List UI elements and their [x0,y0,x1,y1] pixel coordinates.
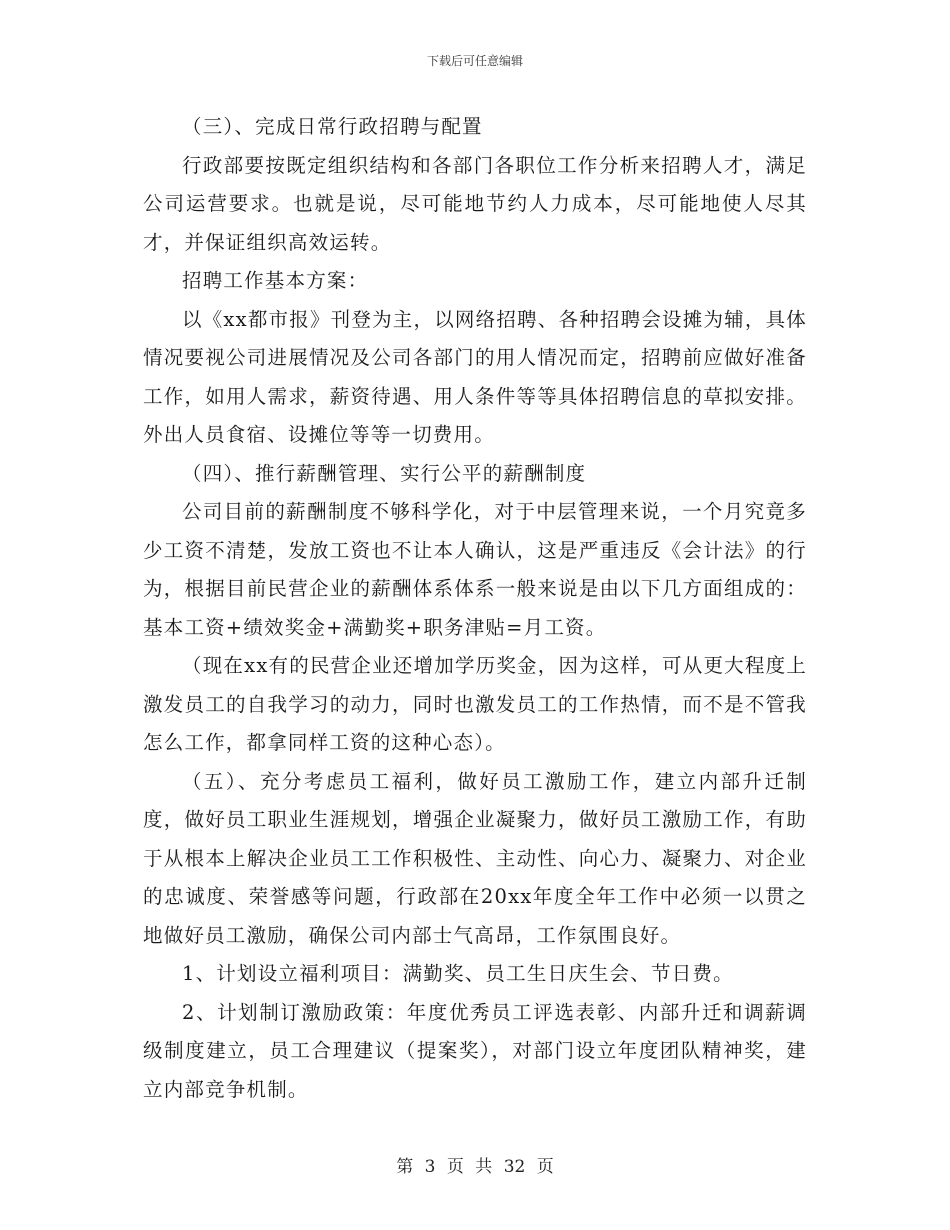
list-item: 2、计划制订激励政策：年度优秀员工评选表彰、内部升迁和调薪调级制度建立，员工合理建议（提案奖），对部门设立年度团队精神奖，建立内部竞争机制。 [143,1000,807,1101]
paragraph: 公司目前的薪酬制度不够科学化，对于中层管理来说，一个月究竟多少工资不清楚，发放工资也不让本人确认，这是严重违反《会计法》的行为，根据目前民营企业的薪酬体系体系一般来说是由以下几方面组成的：基本工资+绩效奖金+满勤奖+职务津贴=月工资。 [143,500,807,639]
list-item: 1、计划设立福利项目：满勤奖、员工生日庆生会、节日费。 [182,962,734,985]
page-header: 下载后可任意编辑 [426,54,523,68]
paragraph: 行政部要按既定组织结构和各部门各职位工作分析来招聘人才，满足公司运营要求。也就是说，尽可能地节约人力成本，尽可能地使人尽其才，并保证组织高效运转。 [143,153,807,254]
paragraph: 以《xx都市报》刊登为主，以网络招聘、各种招聘会设摊为辅，具体情况要视公司进展情况及公司各部门的用人情况而定，招聘前应做好准备工作，如用人需求，薪资待遇、用人条件等等具体招聘信息的草拟安排。外出人员食宿、设摊位等等一切费用。 [143,307,807,446]
section-heading-5: （五）、充分考虑员工福利，做好员工激励工作，建立内部升迁制度，做好员工职业生涯规划，增强企业凝聚力，做好员工激励工作，有助于从根本上解决企业员工工作积极性、主动性、向心力、凝聚力、对企业的忠诚度、荣誉感等问题，行政部在20xx年度全年工作中必须一以贯之地做好员工激励，确保公司内部士气高昂，工作氛围良好。 [143,769,807,947]
page-footer: 第 3 页 共 32 页 [396,1157,554,1177]
document-body [143,108,807,1109]
paragraph: （现在xx有的民营企业还增加学历奖金，因为这样，可从更大程度上激发员工的自我学习的动力，同时也激发员工的工作热情，而不是不管我怎么工作，都拿同样工资的这种心态）。 [143,654,807,754]
section-heading-4: （四）、推行薪酬管理、实行公平的薪酬制度 [182,461,587,485]
section-heading-3: （三）、完成日常行政招聘与配置 [182,115,483,138]
paragraph: 招聘工作基本方案： [182,269,369,292]
